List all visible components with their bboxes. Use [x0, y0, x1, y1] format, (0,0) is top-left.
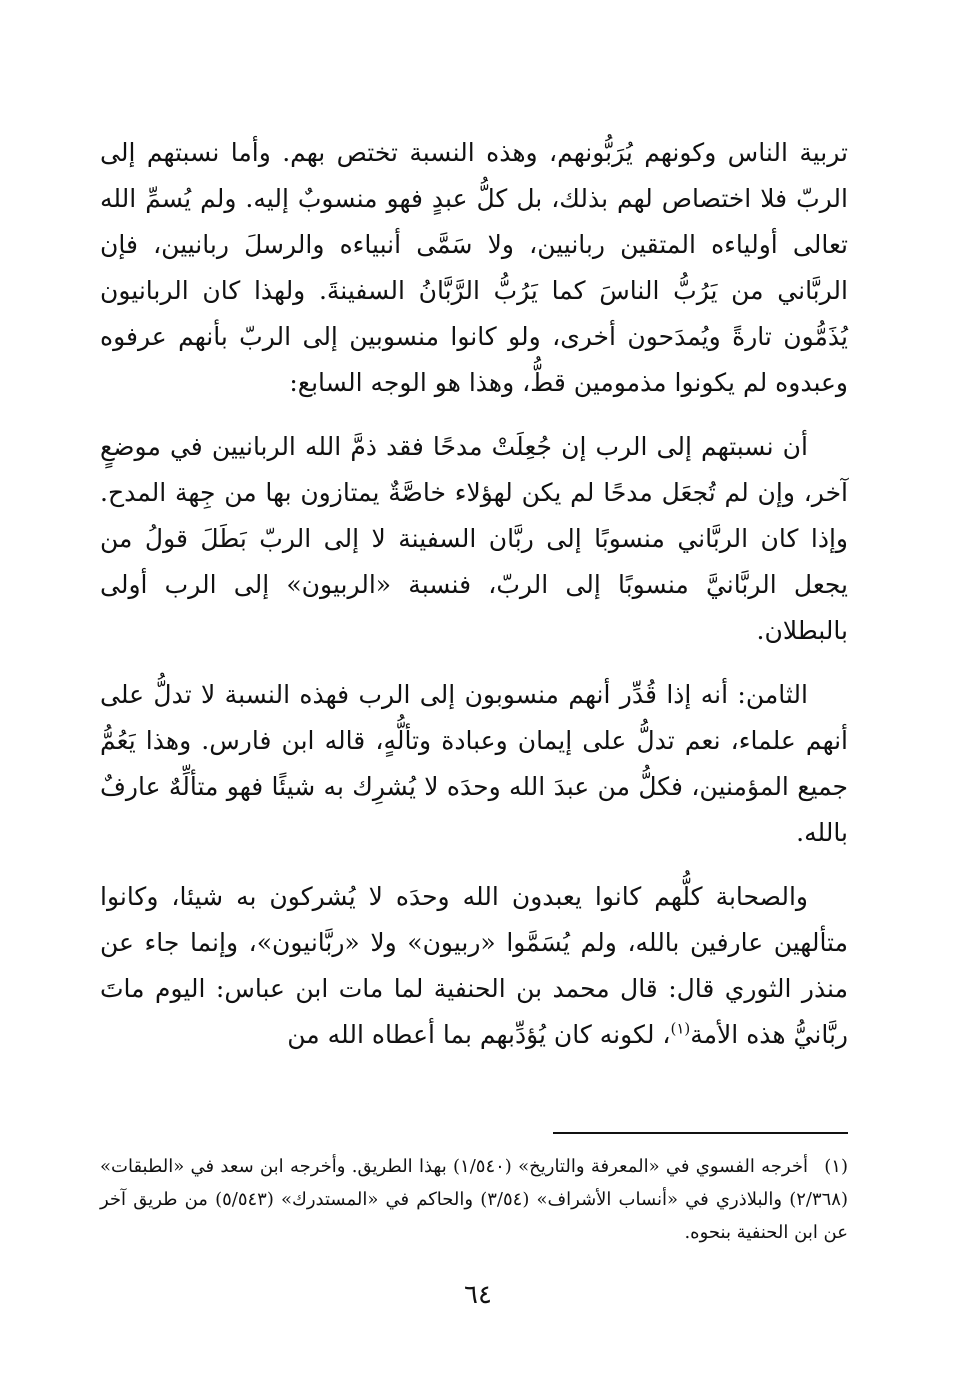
footnote	[100, 1150, 848, 1249]
paragraph-1: تربية الناس وكونهم يُرَبُّونهم، وهذه النسبة تختص بهم. وأما نسبتهم إلى الربّ فلا اختصاص لهم بذلك، بل كلُّ عبدٍ فهو منسوبٌ إليه. ولم يُسمِّ الله تعالى أولياءه المتقين ربانيين، ولا سَمَّى أنبياءه والرسلَ ربانيين، فإن الربَّاني من يَرُبُّ الناسَ كما يَرُبُّ الرَّبَّانُ السفينةَ. ولهذا كان الربانيون يُذَمُّون تارةً ويُمدَحون أخرى، ولو كانوا منسوبين إلى الربّ بأنهم عرفوه وعبدوه لم يكونوا مذمومين قطُّ، وهذا هو الوجه السابع:	[100, 138, 848, 397]
paragraph-4-text-after: ، لكونه كان يُؤدِّبهم بما أعطاه الله من	[287, 1020, 671, 1049]
paragraph-4-text-before: والصحابة كلُّهم كانوا يعبدون الله وحدَه لا يُشركون به شيئا، وكانوا متألهين عارفين بالله، ولم يُسَمَّوا «ربيون» ولا «ربَّانيون»، وإنما جاء عن منذر الثوري قال: قال محمد بن الحنفية لما مات ابن عباس: اليوم ماتَ ربَّانيُّ هذه الأمة	[100, 882, 848, 1049]
footnote-number: (١)	[824, 1156, 848, 1177]
main-text	[100, 130, 848, 1076]
footnote-reference[interactable]: (١)	[670, 1019, 691, 1038]
footnote-divider	[553, 1132, 848, 1134]
paragraph-3: الثامن: أنه إذا قُدِّر أنهم منسوبون إلى الرب فهذه النسبة لا تدلُّ على أنهم علماء، نعم تدلُّ على إيمان وعبادة وتألُّهٍ، قاله ابن فارس. وهذا يَعُمُّ جميع المؤمنين، فكلُّ من عبدَ الله وحدَه لا يُشرِك به شيئًا فهو متألِّهٌ عارفٌ بالله.	[100, 680, 848, 847]
paragraph-2: أن نسبتهم إلى الرب إن جُعِلَتْ مدحًا فقد ذمَّ الله الربانيين في موضعٍ آخر، وإن لم تُجعَل مدحًا لم يكن لهؤلاء خاصَّةٌ يمتازون بها من جِهة المدح. وإذا كان الربَّاني منسوبًا إلى ربَّان السفينة لا إلى الربّ بَطَلَ قولُ من يجعل الربَّانيَّ منسوبًا إلى الربّ، فنسبة «الربيون» إلى الرب أولى بالبطلان.	[100, 432, 848, 645]
footnote-text: أخرجه الفسوي في «المعرفة والتاريخ» (١/٥٤٠) بهذا الطريق. وأخرجه ابن سعد في «الطبقات» (٢/٣٦٨) والبلاذري في «أنساب الأشراف» (٣/٥٤) والحاكم في «المستدرك» (٥/٥٤٣) من طريق آخر عن ابن الحنفية بنحوه.	[100, 1156, 848, 1243]
page-number: ٦٤	[464, 1280, 492, 1310]
paragraph-4	[100, 874, 848, 1058]
